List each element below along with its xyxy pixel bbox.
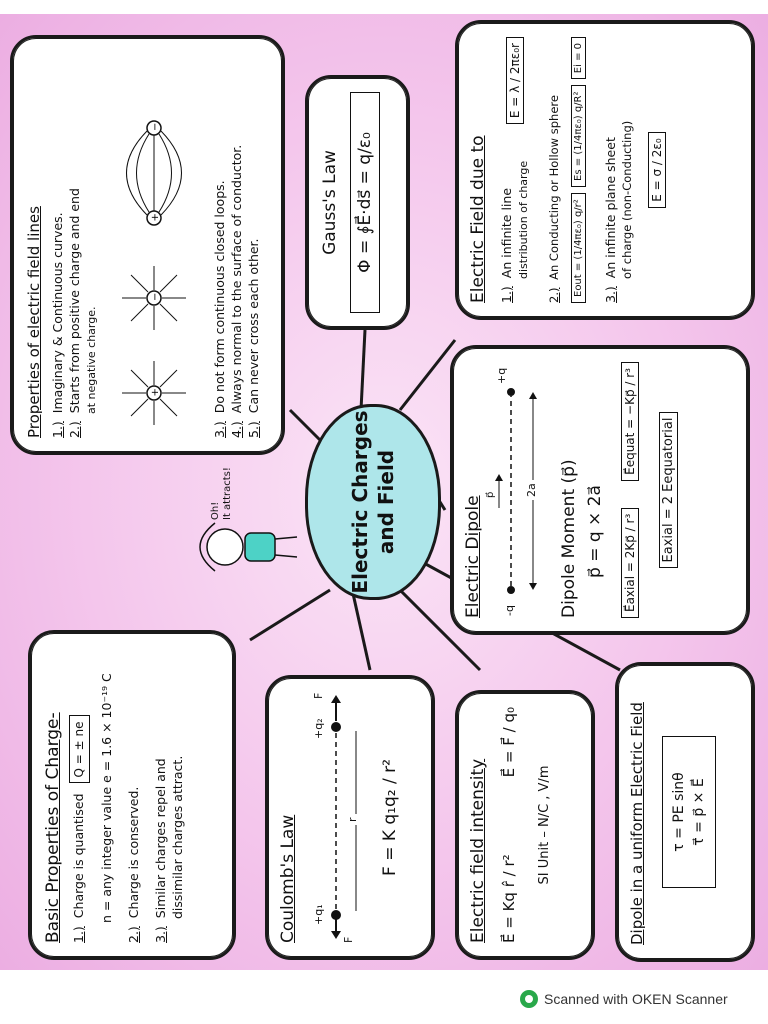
dipole-title: Electric Dipole — [463, 495, 483, 618]
coulomb-box — [265, 675, 435, 960]
coulomb-q2: +q₂ — [312, 718, 325, 739]
negative-charge-field — [122, 266, 186, 330]
coulomb-title: Coulomb's Law — [278, 814, 298, 943]
mind-map-sheet — [0, 14, 768, 970]
basic-item-1-sub: n = any integer value e = 1.6 × 10⁻¹⁹ C — [99, 673, 114, 923]
gauss-title: Gauss's Law — [320, 150, 340, 255]
intensity-eq2: E⃗ = F⃗ / q₀ — [500, 707, 518, 778]
fielddue-item-2-eq1: Eout = (1/4πε₀) q/r² — [571, 193, 586, 303]
dipole-e-equat: E⃗equat = −Kp⃗ / r³ — [621, 362, 639, 481]
fielddue-row-1 — [498, 37, 532, 303]
svg-text:+: + — [150, 213, 161, 222]
basic-item-1-eq: Q = ± ne — [69, 715, 90, 783]
fielddue-item-3-eq-wrap — [646, 37, 666, 303]
lines-item-4 — [228, 52, 245, 438]
lines-item-5-num: 5.) — [246, 421, 261, 438]
fielddue-item-1-line1 — [498, 161, 515, 303]
lines-item-5-text: Can never cross each other. — [246, 238, 261, 414]
fielddue-row-2 — [571, 37, 586, 303]
center-title-line2: and Field — [374, 449, 398, 555]
basic-item-3-text: Similar charges repel and — [153, 758, 168, 919]
svg-text:−: − — [150, 292, 161, 301]
basic-item-3 — [152, 647, 169, 943]
intensity-unit: SI Unit – N/C , V/m — [537, 765, 552, 885]
lines-title: Properties of electric field lines — [25, 206, 43, 438]
mind-map-rotated-layer — [0, 14, 768, 970]
gauss-formula: Φ = ∮E⃗·ds⃗ = q/ε₀ — [350, 92, 380, 313]
fielddue-item-3-cont: of charge (non-Conducting) — [620, 120, 634, 279]
fielddue-item-2 — [546, 37, 563, 303]
basic-item-2-num: 2.) — [126, 926, 141, 943]
lines-item-1 — [49, 52, 66, 438]
lines-item-2 — [66, 52, 83, 438]
fielddue-item-2-text: An Conducting or Hollow sphere — [547, 95, 561, 280]
lines-item-1-text: Imaginary & Continuous curves. — [50, 212, 65, 414]
girl-illustration — [185, 510, 300, 585]
svg-text:+: + — [150, 388, 161, 397]
dipole-field — [127, 121, 182, 225]
coulomb-r: r — [346, 814, 359, 825]
uniform-title: Dipole in a uniform Electric Field — [628, 702, 646, 945]
fielddue-item-2-eq3: Ei = 0 — [571, 37, 586, 79]
dipole-p-label: p⃗ — [485, 491, 496, 498]
svg-text:−: − — [150, 122, 161, 131]
dipole-moment-label: Dipole Moment (p⃗) — [559, 459, 579, 618]
dipole-2a: 2a — [525, 480, 538, 500]
scanner-logo-icon — [520, 990, 538, 1008]
coulomb-formula: F = K q₁q₂ / r² — [380, 759, 400, 876]
uniform-eq-box — [662, 736, 716, 888]
lines-item-2-num: 2.) — [67, 421, 82, 438]
positive-charge-field — [122, 361, 186, 425]
dipole-relation: Eaxial = 2 Eequatorial — [659, 412, 678, 569]
lines-item-2-text: Starts from positive charge and end — [67, 188, 82, 414]
intensity-eq-row — [500, 707, 518, 943]
fielddue-item-1-text: An infinite line — [499, 187, 514, 279]
dipole-moment-eq: p⃗ = q × 2a⃗ — [585, 485, 605, 578]
center-topic-cloud — [305, 404, 441, 600]
dipole-diagram — [485, 362, 551, 618]
electric-dipole-box — [450, 345, 750, 635]
center-title-line1: Electric Charges — [348, 410, 372, 594]
coulomb-f-right: F — [312, 692, 325, 699]
fielddue-item-3-text: An infinite plane sheet — [603, 137, 618, 279]
basic-item-1 — [69, 647, 90, 943]
scanner-watermark — [520, 990, 728, 1008]
uniform-field-box — [615, 662, 755, 962]
dipole-plus-q: +q — [495, 367, 508, 384]
dipole-e-axial: E⃗axial = 2Kp⃗ / r³ — [621, 508, 639, 618]
lines-item-3-text: Do not form continuous closed loops. — [212, 180, 227, 414]
fielddue-item-3 — [602, 37, 619, 303]
speech-line1: Oh! — [210, 501, 221, 520]
fielddue-item-3-num: 3.) — [603, 286, 618, 303]
dipole-rel-wrap — [657, 362, 678, 618]
fielddue-item-1-eq: E = λ / 2πε₀r — [506, 37, 524, 124]
lines-item-3 — [211, 52, 228, 438]
basic-title: Basic Properties of Charge- — [43, 712, 63, 943]
dipole-field-row — [621, 362, 639, 618]
fielddue-item-2-eq2: Es = (1/4πε₀) q/R² — [571, 85, 586, 186]
basic-item-3-cont: dissimilar charges attract. — [170, 755, 185, 919]
lines-item-3-num: 3.) — [212, 421, 227, 438]
basic-item-1-num: 1.) — [71, 926, 86, 943]
uniform-eq2: τ⃗ = p⃗ × E⃗ — [691, 778, 707, 846]
lines-item-1-num: 1.) — [50, 421, 65, 438]
fielddue-item-2-num: 2.) — [547, 287, 561, 303]
coulomb-f-left: F — [342, 936, 355, 943]
lines-item-4-text: Always normal to the surface of conductor. — [229, 144, 244, 414]
basic-item-2-text: Charge is conserved. — [126, 786, 141, 919]
basic-item-2 — [125, 647, 142, 943]
lines-item-5 — [245, 52, 262, 438]
intensity-eq1: E⃗ = Kq r̂ / r² — [500, 854, 518, 943]
gauss-law-box — [305, 75, 410, 330]
connector-basic — [250, 590, 330, 640]
field-lines-diagrams — [102, 48, 207, 438]
coulomb-q1: +q₁ — [312, 904, 325, 925]
coulomb-diagram — [304, 692, 374, 943]
lines-item-2-cont: at negative charge. — [85, 306, 98, 414]
field-intensity-box — [455, 690, 595, 960]
field-due-box — [455, 20, 755, 320]
fielddue-item-3-eq: E = σ / 2ε₀ — [648, 132, 666, 207]
speech-line2: It attracts! — [222, 467, 233, 520]
lines-item-4-num: 4.) — [229, 421, 244, 438]
fielddue-item-1-num: 1.) — [499, 286, 514, 303]
basic-properties-box — [28, 630, 236, 960]
field-lines-box — [10, 35, 285, 455]
uniform-eq1: τ = PE sinθ — [671, 772, 687, 852]
intensity-title: Electric field intensity — [468, 758, 488, 943]
connector-fielddue — [400, 340, 455, 410]
fielddue-item-1-line2: distribution of charge — [517, 160, 530, 279]
basic-item-1-text: Charge is quantised — [71, 793, 86, 919]
fielddue-title: Electric Field due to — [468, 135, 488, 303]
scanner-text: Scanned with OKEN Scanner — [544, 991, 728, 1007]
basic-item-3-num: 3.) — [153, 926, 168, 943]
girl-doodle — [185, 510, 300, 585]
dipole-minus-q: -q — [503, 605, 516, 616]
dipole-svg — [489, 356, 551, 618]
speech-text — [210, 467, 234, 520]
fielddue-item-1 — [498, 161, 532, 303]
